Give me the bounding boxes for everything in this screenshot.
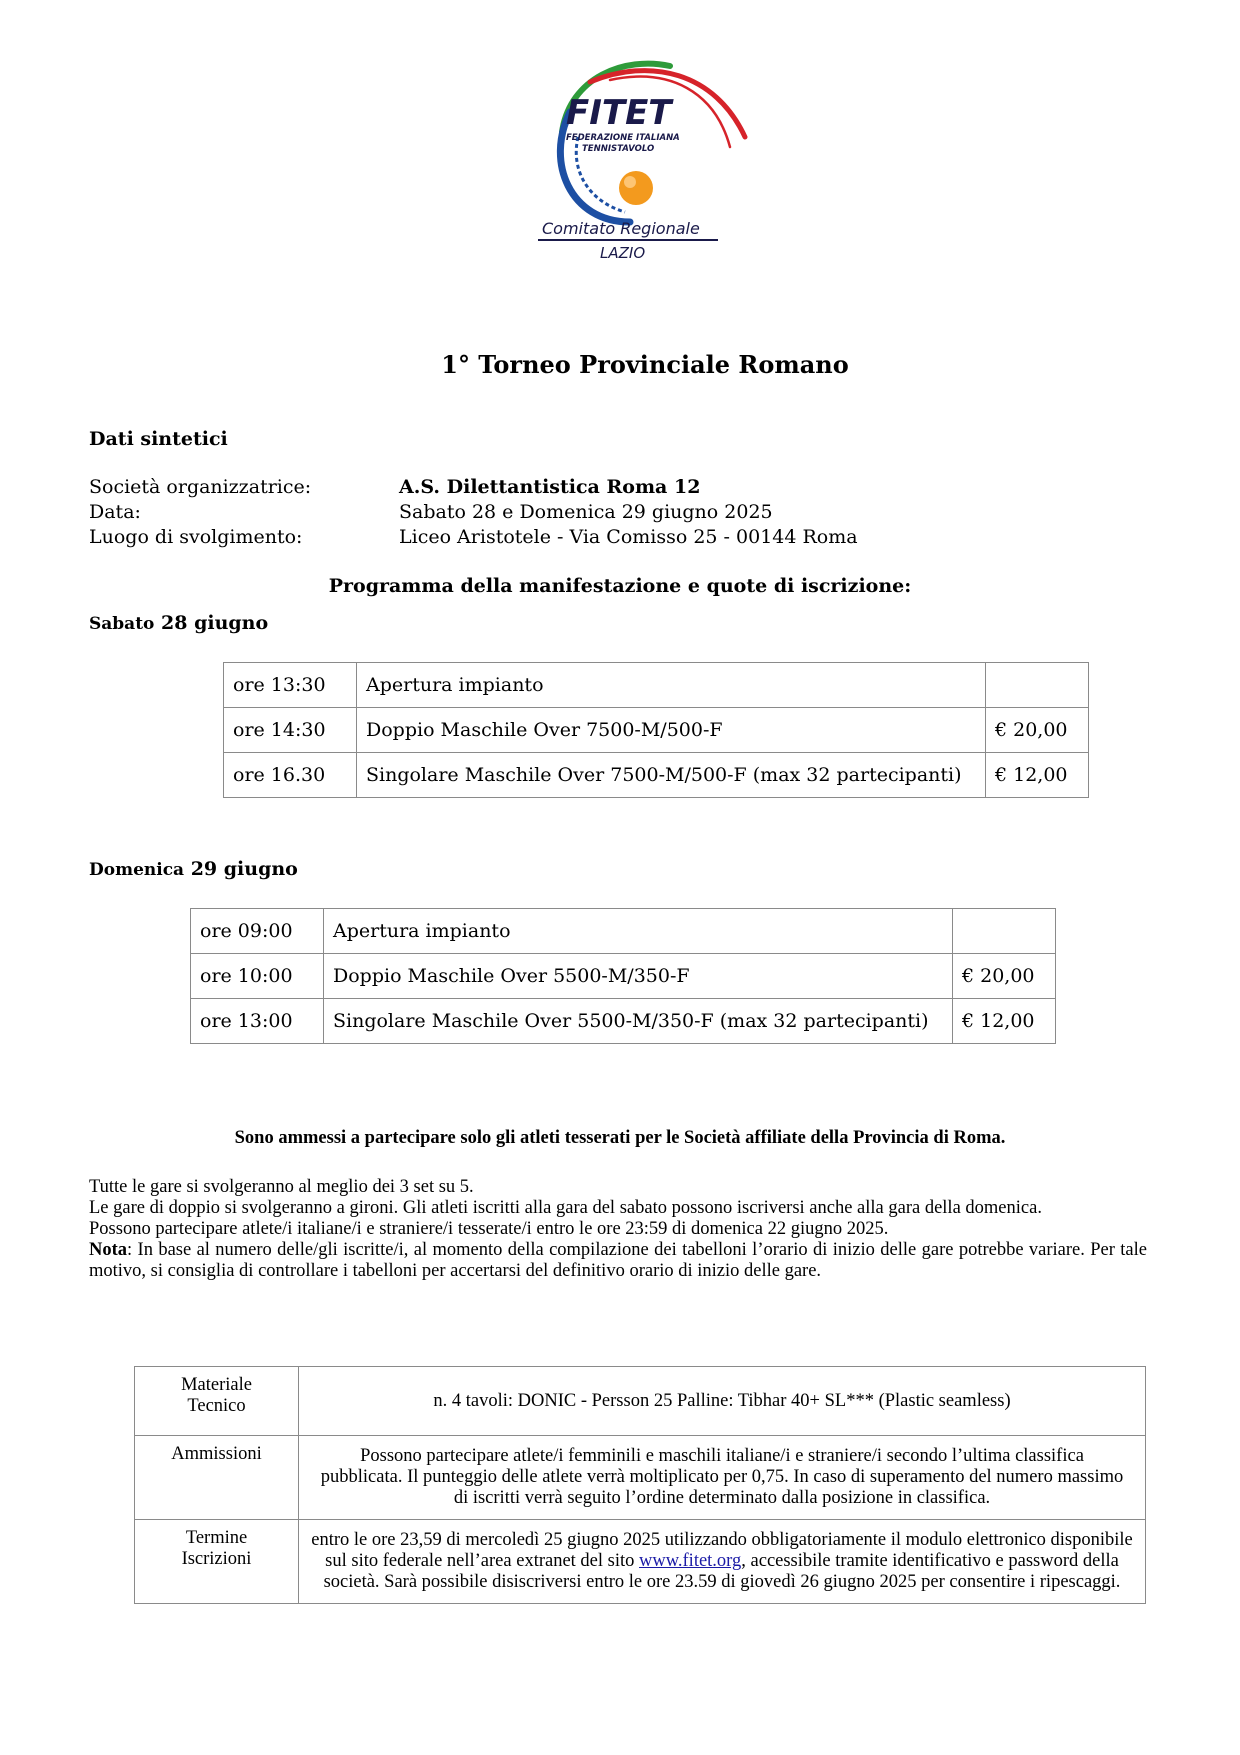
table-row — [224, 753, 1089, 798]
event-cell: Singolare Maschile Over 7500-M/500-F (max 32 partecipanti) — [357, 753, 986, 798]
info-block — [89, 475, 989, 555]
materiale-label-line1: Materiale — [181, 1375, 252, 1395]
schedule-table-sabato — [223, 662, 1089, 798]
programma-heading: Programma della manifestazione e quote di iscrizione: — [328, 575, 912, 597]
table-row — [224, 663, 1089, 708]
label-societa: Società organizzatrice: — [89, 476, 312, 498]
fee-cell — [986, 663, 1089, 708]
table-row — [135, 1367, 1146, 1436]
fee-cell: € 12,00 — [986, 753, 1089, 798]
sabato-heading — [89, 612, 268, 634]
termine-label-line2: Iscrizioni — [181, 1549, 252, 1569]
event-cell: Singolare Maschile Over 5500-M/350-F (max 32 partecipanti) — [324, 999, 953, 1044]
value-societa: A.S. Dilettantistica Roma 12 — [399, 476, 701, 498]
termine-text-before: entro le ore 23,59 di mercoledì 25 giugno 2025 utilizzando obbligatoriamente il modulo elettronico disponibile sul sito federale nell’area extranet del sito — [311, 1530, 1133, 1571]
materiale-label-line2: Tecnico — [187, 1396, 246, 1416]
event-cell: Apertura impianto — [357, 663, 986, 708]
rule-paragraph: Le gare di doppio si svolgeranno a gironi. Gli atleti iscritti alla gara del sabato possono iscriversi anche alla gara della domenica. — [89, 1198, 1042, 1218]
details-table — [134, 1366, 1146, 1604]
rule-paragraph: Tutte le gare si svolgeranno al meglio dei 3 set su 5. — [89, 1177, 474, 1197]
time-cell: ore 10:00 — [191, 954, 324, 999]
logo-region: LAZIO — [600, 244, 646, 262]
logo-committee: Comitato Regionale — [542, 219, 700, 238]
ammissioni-label: Ammissioni — [135, 1436, 299, 1520]
materiale-label — [135, 1367, 299, 1436]
label-data: Data: — [89, 501, 141, 523]
time-cell: ore 16.30 — [224, 753, 357, 798]
table-row — [135, 1520, 1146, 1604]
label-luogo: Luogo di svolgimento: — [89, 526, 303, 548]
materiale-value: n. 4 tavoli: DONIC - Persson 25 Palline: Tibhar 40+ SL*** (Plastic seamless) — [299, 1367, 1146, 1436]
termine-value — [299, 1520, 1146, 1604]
time-cell: ore 13:00 — [191, 999, 324, 1044]
table-row — [191, 999, 1056, 1044]
value-data: Sabato 28 e Domenica 29 giugno 2025 — [399, 501, 773, 523]
table-row — [135, 1436, 1146, 1520]
value-luogo: Liceo Aristotele - Via Comisso 25 - 00144 Roma — [399, 526, 858, 548]
fitet-logo — [530, 52, 760, 272]
logo-subtitle-2: TENNISTAVOLO — [582, 144, 655, 154]
table-row — [191, 909, 1056, 954]
termine-label — [135, 1520, 299, 1604]
sabato-heading-date: 28 giugno — [161, 612, 269, 634]
page-title: 1° Torneo Provinciale Romano — [441, 350, 849, 379]
schedule-table-domenica — [190, 908, 1056, 1044]
ammessi-notice: Sono ammessi a partecipare solo gli atleti tesserati per le Società affiliate della Provincia di Roma. — [234, 1128, 1006, 1148]
event-cell: Apertura impianto — [324, 909, 953, 954]
termine-label-line1: Termine — [185, 1528, 248, 1548]
fitet-website-link[interactable]: www.fitet.org — [639, 1551, 742, 1571]
nota-paragraph — [89, 1240, 1147, 1282]
ammissioni-value: Possono partecipare atlete/i femminili e maschili italiane/i e straniere/i secondo l’ultima classifica pubblicata. Il punteggio delle atlete verrà moltiplicato per 0,75. In caso di superamento del numero massimo di iscritti verrà seguito l’ordine determinato dalla posizione in classifica. — [299, 1436, 1146, 1520]
logo-name: FITET — [566, 93, 672, 133]
event-cell: Doppio Maschile Over 5500-M/350-F — [324, 954, 953, 999]
fee-cell: € 12,00 — [953, 999, 1056, 1044]
time-cell: ore 13:30 — [224, 663, 357, 708]
time-cell: ore 14:30 — [224, 708, 357, 753]
domenica-heading-day: Domenica — [89, 860, 185, 880]
sabato-heading-day: Sabato — [89, 614, 155, 634]
dati-sintetici-heading: Dati sintetici — [89, 428, 228, 450]
fee-cell — [953, 909, 1056, 954]
rule-paragraph: Possono partecipare atlete/i italiane/i e straniere/i tesserate/i entro le ore 23:59 di domenica 22 giugno 2025. — [89, 1219, 889, 1239]
termine-text-after: , accessibile tramite identificativo e password della società. Sarà possibile disiscriversi entro le ore 23.59 di giovedì 26 giugno 2025 per consentire i ripescaggi. — [323, 1551, 1121, 1592]
event-cell: Doppio Maschile Over 7500-M/500-F — [357, 708, 986, 753]
fee-cell: € 20,00 — [986, 708, 1089, 753]
table-row — [191, 954, 1056, 999]
fee-cell: € 20,00 — [953, 954, 1056, 999]
nota-label: Nota — [89, 1240, 128, 1260]
logo-subtitle-1: FEDERAZIONE ITALIANA — [566, 133, 680, 143]
time-cell: ore 09:00 — [191, 909, 324, 954]
domenica-heading — [89, 858, 298, 880]
rules-text — [89, 1177, 1147, 1282]
domenica-heading-date: 29 giugno — [190, 858, 298, 880]
fitet-logo-graphic — [530, 52, 760, 272]
table-row — [224, 708, 1089, 753]
nota-text: : In base al numero delle/gli iscritte/i, al momento della compilazione dei tabelloni l’orario di inizio delle gare potrebbe variare. Per tale motivo, si consiglia di controllare i tabelloni per accertarsi del definitivo orario di inizio delle gare. — [89, 1240, 1147, 1281]
